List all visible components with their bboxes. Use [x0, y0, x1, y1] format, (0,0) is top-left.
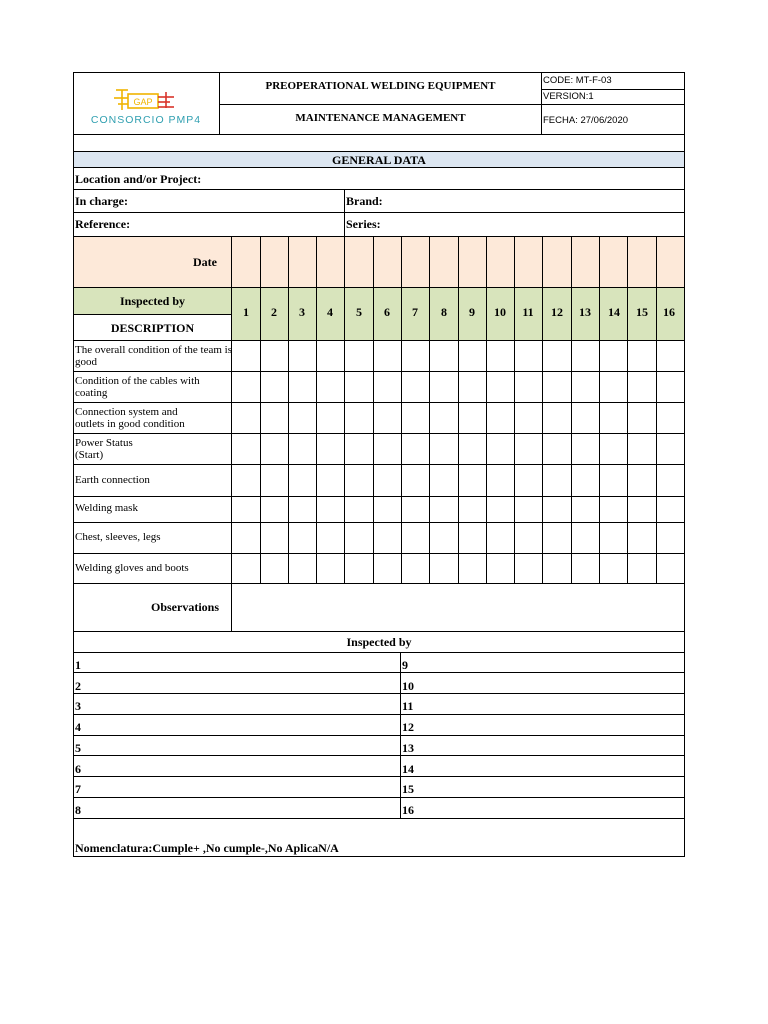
item-label: outlets in good condition — [75, 418, 185, 430]
brand-label: Brand: — [346, 194, 383, 208]
column-number: 14 — [608, 305, 620, 319]
column-number: 13 — [579, 305, 591, 319]
item-label: good — [75, 356, 97, 368]
item-row-6 — [75, 502, 138, 514]
column-number: 15 — [636, 305, 648, 319]
item-label: Earth connection — [75, 474, 150, 486]
item-label: Power Status — [75, 437, 133, 449]
column-number: 7 — [412, 305, 418, 319]
observations-field[interactable] — [232, 584, 684, 631]
item-row-7 — [75, 531, 161, 543]
form-title-line2: MAINTENANCE MANAGEMENT — [295, 112, 466, 124]
item-row-3 — [75, 406, 185, 430]
inspector-5: 5 — [75, 741, 81, 755]
in-charge-label: In charge: — [75, 194, 128, 208]
series-label: Series: — [346, 217, 381, 231]
column-number: 9 — [469, 305, 475, 319]
location-label: Location and/or Project: — [75, 172, 202, 186]
inspector-9: 9 — [402, 658, 408, 672]
inspectors-title: Inspected by — [346, 635, 412, 649]
column-number: 3 — [299, 305, 305, 319]
inspector-10: 10 — [402, 679, 414, 693]
inspector-6: 6 — [75, 762, 81, 776]
item-label: Condition of the cables with — [75, 375, 200, 387]
item-row-1 — [75, 344, 232, 368]
form-code: CODE: MT-F-03 — [543, 75, 612, 86]
inspector-12: 12 — [402, 720, 414, 734]
inspector-3: 3 — [75, 699, 81, 713]
inspector-7: 7 — [75, 782, 81, 796]
form-version: VERSION:1 — [543, 91, 594, 102]
column-number: 16 — [663, 305, 675, 319]
item-label: The overall condition of the team is — [75, 344, 233, 356]
inspected-by-label: Inspected by — [119, 294, 185, 308]
column-number: 10 — [494, 305, 506, 319]
observations-label: Observations — [151, 600, 220, 614]
inspector-15: 15 — [402, 782, 414, 796]
column-number: 2 — [271, 305, 277, 319]
inspector-16: 16 — [402, 803, 414, 817]
column-number: 8 — [441, 305, 447, 319]
svg-text:GAP: GAP — [133, 97, 153, 107]
inspector-14: 14 — [402, 762, 414, 776]
company-logo — [82, 84, 210, 128]
item-label: (Start) — [75, 449, 104, 461]
inspector-1: 1 — [75, 658, 81, 672]
item-row-5 — [75, 474, 150, 486]
item-label: Chest, sleeves, legs — [75, 531, 161, 543]
item-row-8 — [75, 562, 189, 574]
column-number: 12 — [551, 305, 563, 319]
general-data-title: GENERAL DATA — [332, 153, 426, 167]
column-number: 5 — [356, 305, 362, 319]
item-label: Welding gloves and boots — [75, 562, 189, 574]
inspector-4: 4 — [75, 720, 81, 734]
item-row-4 — [75, 437, 133, 461]
date-label: Date — [193, 255, 217, 269]
description-label: DESCRIPTION — [110, 321, 195, 335]
logo-text: CONSORCIO PMP4 — [90, 114, 202, 126]
column-number: 1 — [243, 305, 249, 319]
form-date: FECHA: 27/06/2020 — [543, 115, 629, 126]
nomenclature-note: Nomenclatura:Cumple+ ,No cumple-,No AplicaN/A — [75, 841, 339, 855]
inspector-2: 2 — [75, 679, 81, 693]
inspector-11: 11 — [402, 699, 414, 713]
item-row-2 — [75, 375, 200, 399]
item-label: Connection system and — [75, 406, 178, 418]
column-number: 4 — [327, 305, 333, 319]
inspector-13: 13 — [402, 741, 414, 755]
item-label: coating — [75, 387, 108, 399]
column-number: 6 — [384, 305, 390, 319]
item-label: Welding mask — [75, 502, 138, 514]
inspector-8: 8 — [75, 803, 81, 817]
form-title-line1: PREOPERATIONAL WELDING EQUIPMENT — [265, 80, 496, 92]
column-number: 11 — [522, 305, 534, 319]
reference-label: Reference: — [75, 217, 131, 231]
